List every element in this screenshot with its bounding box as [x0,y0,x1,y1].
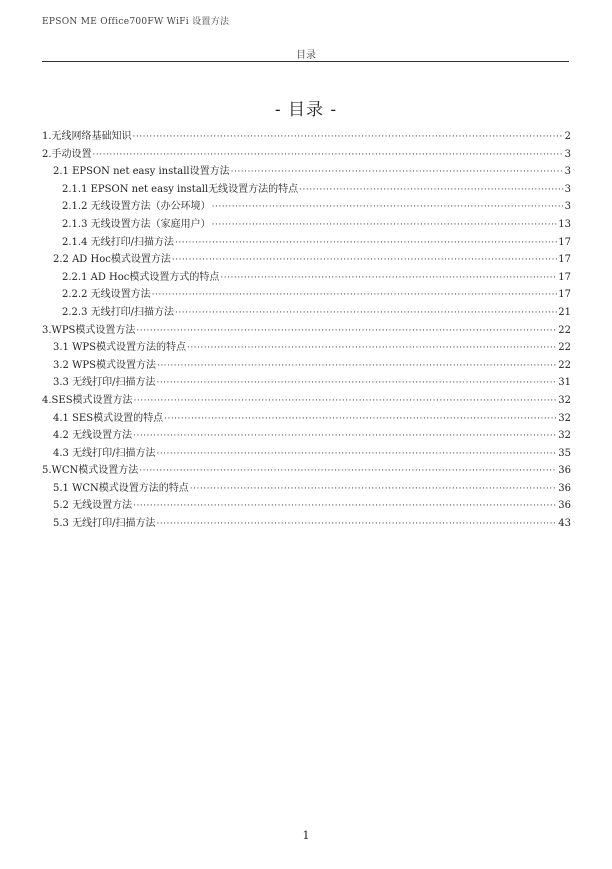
toc-entry-page: 32 [558,430,571,442]
toc-dot-leader [156,446,557,463]
running-section-title: 目录 [296,50,316,61]
toc-entry-title: 2.2.2 无线设置方法 [62,289,151,301]
toc-entry-title: 2.1.2 无线设置方法（办公环境） [62,201,211,213]
toc-entry-title: 3.2 WPS模式设置方法 [53,359,156,371]
toc-entry-page: 35 [558,447,571,459]
toc-entry-title: 1.无线网络基础知识 [42,131,132,142]
toc-entry[interactable] [42,357,571,375]
toc-entry-title: 4.SES模式设置方法 [42,394,133,406]
toc-entry-page: 2 [564,131,571,142]
toc-entry[interactable] [42,269,571,287]
toc-dot-leader [133,498,557,515]
toc-dot-leader [175,305,557,322]
page-number: 1 [302,829,310,842]
toc-dot-leader [156,375,557,392]
toc-entry-page: 22 [558,359,571,371]
toc-entry[interactable] [42,286,571,304]
toc-entry[interactable] [42,251,571,269]
toc-dot-leader [152,287,558,304]
toc-entry-title: 2.1.3 无线设置方法（家庭用户） [62,218,211,230]
toc-entry[interactable] [42,427,571,445]
toc-entry[interactable] [42,410,571,428]
toc-entry[interactable] [42,374,571,392]
toc-dot-leader [231,164,564,181]
toc-dot-leader [156,516,557,533]
toc-entry-title: 2.1 EPSON net easy install设置方法 [53,166,230,178]
toc-dot-leader [220,270,557,287]
toc-entry-page: 31 [558,377,571,389]
toc-entry-title: 2.手动设置 [42,148,92,160]
toc-dot-leader [136,323,557,340]
toc-entry-title: 4.2 无线设置方法 [53,430,133,442]
toc-entry-title: 5.WCN模式设置方法 [42,465,139,477]
toc-entry-title: 5.2 无线设置方法 [53,500,133,512]
toc-dot-leader [187,340,557,357]
toc-dot-leader [175,235,557,252]
toc-entry[interactable] [42,163,571,181]
toc-entry-title: 2.2.3 无线打印/扫描方法 [62,306,174,318]
toc-entry-page: 17 [558,271,571,283]
toc-entry-page: 13 [558,218,571,230]
toc-entry-title: 4.1 SES模式设置的特点 [53,412,164,424]
toc-dot-leader [139,463,557,480]
toc-entry-title: 2.2 AD Hoc模式设置方法 [53,254,171,266]
toc-heading: - 目录 - [274,100,338,120]
header-divider [42,61,569,62]
toc-entry-title: 2.1.1 EPSON net easy install无线设置方法的特点 [62,183,299,195]
toc-entry-title: 5.3 无线打印/扫描方法 [53,518,156,530]
toc-dot-leader [212,199,564,216]
toc-entry-page: 36 [558,500,571,512]
toc-entry[interactable] [42,234,571,252]
toc-entry[interactable] [42,445,571,463]
toc-entry[interactable] [42,339,571,357]
toc-entry[interactable] [42,216,571,234]
toc-dot-leader [190,481,558,498]
toc-entry[interactable] [42,181,571,199]
toc-dot-leader [172,252,557,269]
toc-dot-leader [133,428,557,445]
toc-dot-leader [134,393,558,410]
toc-entry-page: 36 [558,465,571,477]
table-of-contents [42,128,571,533]
toc-entry-page: 22 [558,342,571,354]
toc-entry[interactable] [42,480,571,498]
toc-dot-leader [157,358,557,375]
toc-entry-page: 36 [558,482,571,494]
toc-entry-page: 21 [558,306,571,318]
toc-entry-page: 3 [564,183,571,195]
toc-dot-leader [133,129,564,146]
toc-entry-page: 22 [558,324,571,336]
toc-entry-page: 32 [558,412,571,424]
toc-entry-page: 43 [558,518,571,530]
toc-entry-page: 3 [564,201,571,213]
toc-entry-page: 3 [564,166,571,178]
toc-entry[interactable] [42,198,571,216]
toc-entry-page: 17 [558,254,571,266]
toc-entry[interactable] [42,462,571,480]
toc-entry-title: 5.1 WCN模式设置方法的特点 [53,482,189,494]
document-header-title: EPSON ME Office700FW WiFi 设置方法 [42,17,230,27]
toc-entry-title: 4.3 无线打印/扫描方法 [53,447,156,459]
toc-entry-title: 3.WPS模式设置方法 [42,324,136,336]
toc-dot-leader [212,217,558,234]
toc-dot-leader [93,147,564,164]
toc-entry-page: 32 [558,394,571,406]
toc-entry[interactable] [42,497,571,515]
toc-dot-leader [164,411,557,428]
toc-entry[interactable] [42,392,571,410]
toc-entry[interactable] [42,146,571,164]
toc-dot-leader [299,182,563,199]
toc-entry-title: 2.1.4 无线打印/扫描方法 [62,236,174,248]
toc-entry-title: 2.2.1 AD Hoc模式设置方式的特点 [62,271,220,283]
toc-entry[interactable] [42,515,571,533]
toc-entry-title: 3.1 WPS模式设置方法的特点 [53,342,186,354]
toc-entry-page: 17 [558,236,571,248]
toc-entry[interactable] [42,304,571,322]
toc-entry-title: 3.3 无线打印/扫描方法 [53,377,156,389]
toc-entry[interactable] [42,322,571,340]
toc-entry-page: 17 [558,289,571,301]
toc-entry[interactable] [42,128,571,146]
toc-entry-page: 3 [564,148,571,160]
